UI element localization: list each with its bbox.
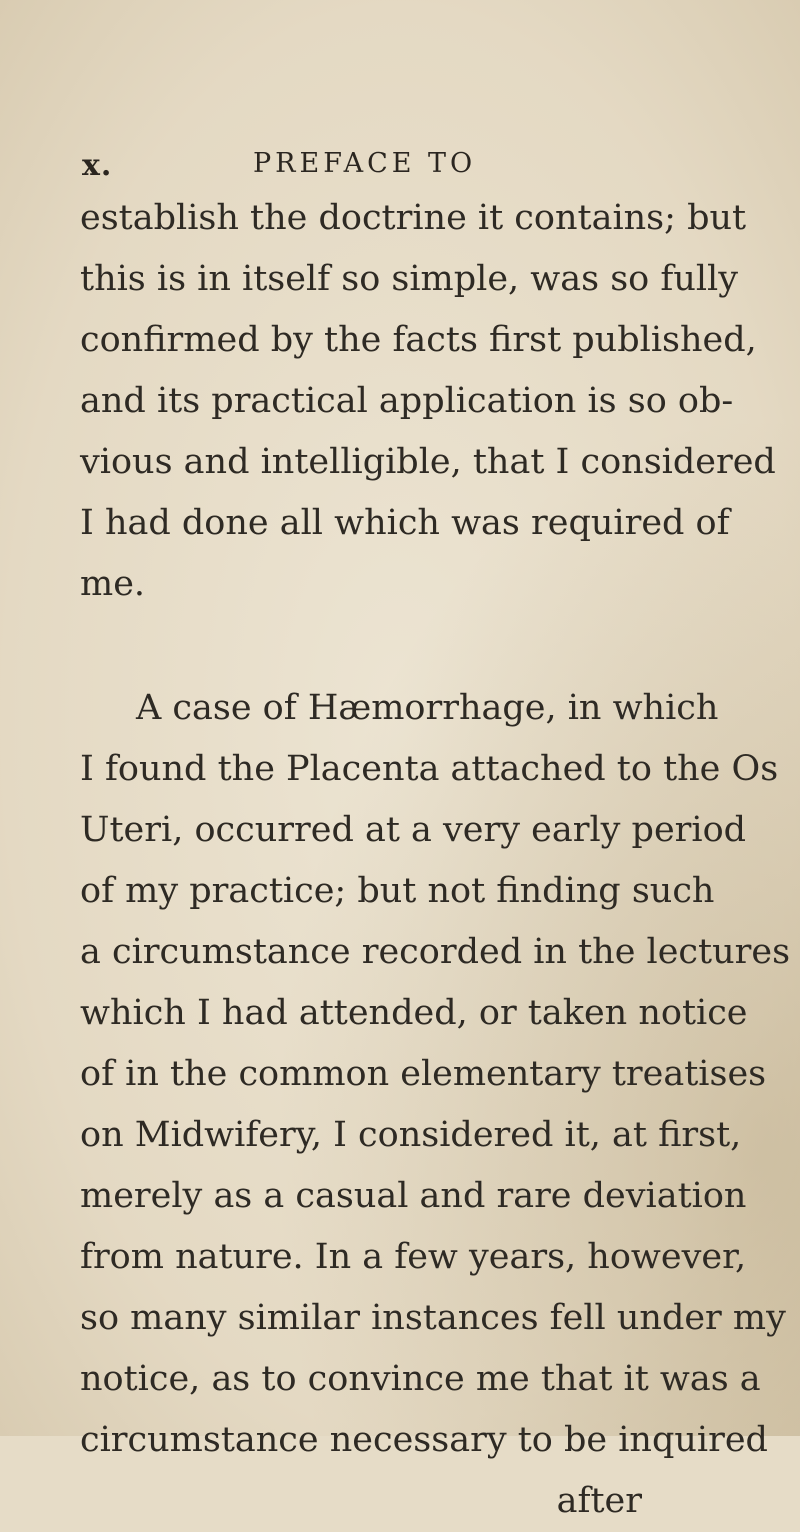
running-head: PREFACE TO <box>253 148 477 179</box>
text-line: on Midwifery, I considered it, at first, <box>80 1115 742 1155</box>
text-line: which I had attended, or taken notice <box>80 993 748 1033</box>
text-line: a circumstance recorded in the lectures <box>80 932 791 972</box>
text-line: and its practical application is so ob- <box>80 381 734 421</box>
text-line: vious and intelligible, that I considered <box>80 442 776 482</box>
page-header <box>0 148 800 188</box>
catchword: after <box>556 1481 642 1521</box>
text-line: this is in itself so simple, was so fully <box>80 259 739 299</box>
text-line: of my practice; but not finding such <box>80 871 715 911</box>
text-line: Uteri, occurred at a very early period <box>80 810 747 850</box>
text-line: establish the doctrine it contains; but <box>80 198 747 238</box>
text-line: from nature. In a few years, however, <box>80 1237 747 1277</box>
text-line: notice, as to convince me that it was a <box>80 1359 761 1399</box>
text-line: I had done all which was required of <box>80 503 730 543</box>
page-number: x. <box>82 148 113 183</box>
paragraph-break <box>80 615 660 678</box>
text-line: me. <box>80 564 146 604</box>
text-line: of in the common elementary treatises <box>80 1054 767 1094</box>
text-line: A case of Hæmorrhage, in which <box>136 688 719 728</box>
text-line: circumstance necessary to be inquired <box>80 1420 768 1460</box>
text-line: I found the Placenta attached to the Os <box>80 749 779 789</box>
body-text <box>80 188 791 1532</box>
text-line: merely as a casual and rare deviation <box>80 1176 747 1216</box>
text-line: so many similar instances fell under my <box>80 1298 786 1338</box>
text-line: confirmed by the facts first published, <box>80 320 757 360</box>
